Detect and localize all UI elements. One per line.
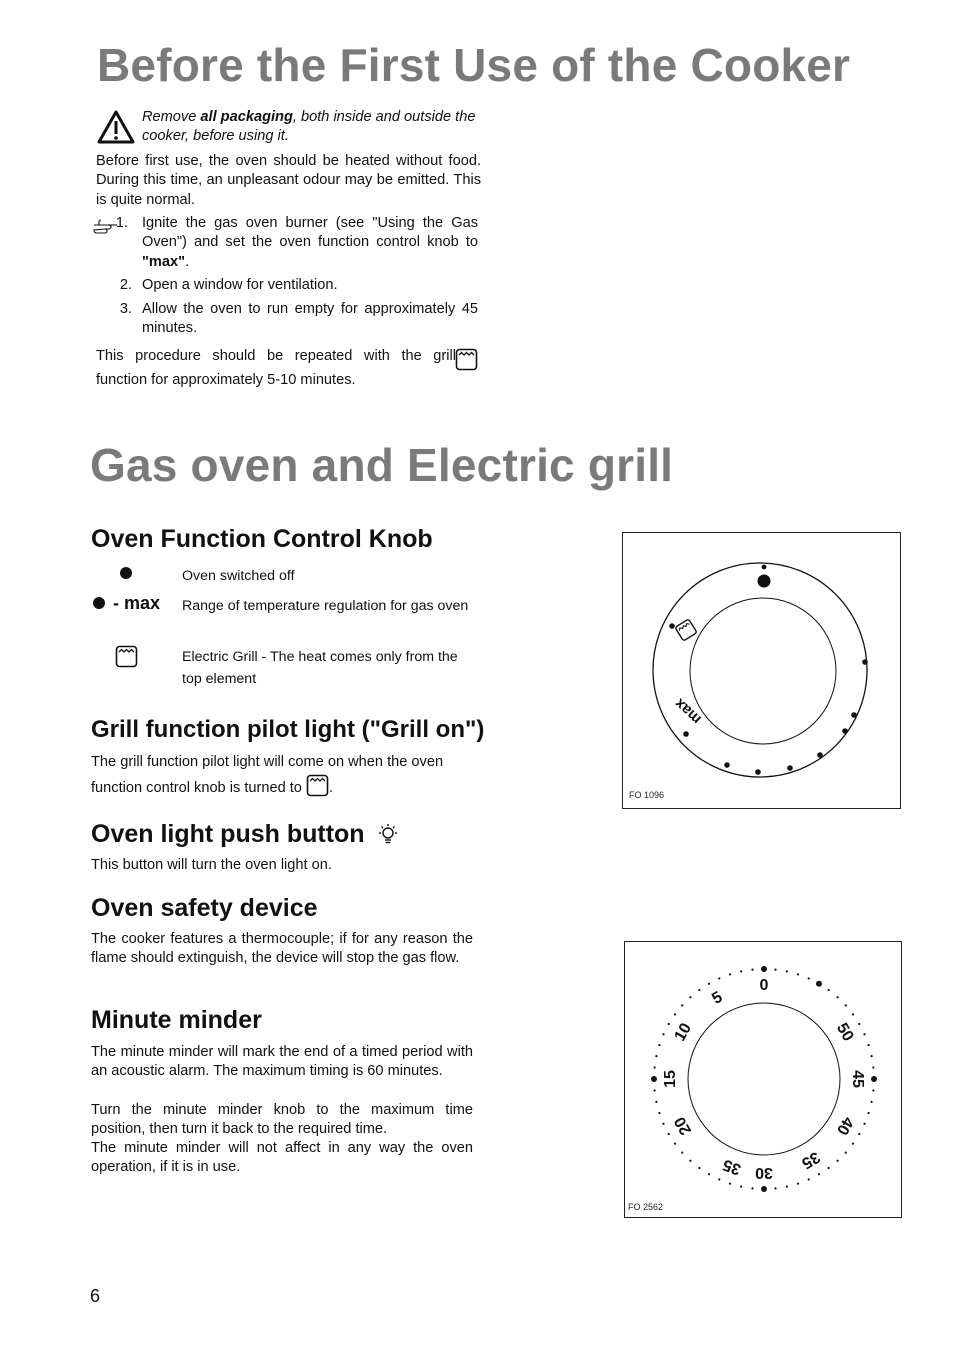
dial-tick <box>751 1187 753 1189</box>
dial-tick <box>868 1112 870 1114</box>
dial-tick <box>655 1055 657 1057</box>
dial-tick <box>808 1178 810 1180</box>
warning-triangle-icon <box>97 110 135 144</box>
page-title-gas-oven: Gas oven and Electric grill <box>90 439 674 491</box>
heading-pilot-light: Grill function pilot light ("Grill on") <box>91 716 485 743</box>
knob-row-grill: Electric Grill - The heat comes only from the top element <box>182 649 458 687</box>
knob-row-off: Oven switched off <box>182 568 295 584</box>
dial-tick <box>828 1167 830 1169</box>
dial-tick <box>774 1187 776 1189</box>
grill-icon <box>675 619 697 641</box>
grill-icon <box>306 774 329 797</box>
dial-tick <box>740 970 742 972</box>
repeat-paragraph-line2: function for approximately 5-10 minutes. <box>96 372 356 388</box>
dial-tick <box>658 1112 660 1114</box>
dial-tick <box>774 969 776 971</box>
grill-icon <box>115 645 138 668</box>
dial-tick <box>698 1167 700 1169</box>
dial-tick <box>658 1044 660 1046</box>
dial-tick <box>837 996 839 998</box>
dial-number: 10 <box>671 1020 696 1045</box>
grill-icon <box>455 348 478 371</box>
figure-oven-knob <box>622 532 901 809</box>
dial-tick <box>655 1101 657 1103</box>
heading-knob: Oven Function Control Knob <box>91 525 433 553</box>
dial-number: 0 <box>759 977 769 995</box>
minder-paragraph-3: The minute minder will not affect in any way the oven operation, if it is in use. <box>91 1140 473 1176</box>
dial-tick <box>729 973 731 975</box>
dial-tick <box>870 1101 872 1103</box>
dial-tick <box>689 996 691 998</box>
bulb-icon <box>377 823 399 847</box>
dial-tick <box>668 1023 670 1025</box>
dial-tick <box>872 1089 874 1091</box>
dial-major-dot <box>761 966 767 972</box>
dial-tick <box>662 1123 664 1125</box>
warning-text: Remove all packaging, both inside and outside the cooker, before using it. <box>142 109 476 145</box>
dial-tick <box>852 1143 854 1145</box>
dial-tick <box>718 1178 720 1180</box>
dial-number: 50 <box>832 1020 857 1045</box>
dial-tick <box>689 1160 691 1162</box>
dial-tick <box>786 1185 788 1187</box>
safety-text: The cooker features a thermocouple; if for any reason the flame should extinguish, the device will stop the gas flow. <box>91 931 473 967</box>
dial-tick <box>681 1152 683 1154</box>
dial-number: 15 <box>662 1070 680 1088</box>
dial-tick <box>654 1066 656 1068</box>
dial-tick <box>808 977 810 979</box>
dial-tick <box>698 989 700 991</box>
dial-number: 45 <box>848 1070 866 1088</box>
repeat-paragraph-line1: This procedure should be repeated with the grill <box>96 348 456 364</box>
dial-tick <box>797 1183 799 1185</box>
pilot-light-text: The grill function pilot light will come on when the oven function control knob is turned to . <box>91 754 444 796</box>
figure-minute-knob <box>624 941 902 1218</box>
dial-tick <box>858 1133 860 1135</box>
dial-tick <box>674 1143 676 1145</box>
dial-tick <box>751 969 753 971</box>
dial-tick <box>740 1185 742 1187</box>
dial-number: 30 <box>755 1163 773 1181</box>
heading-minute-minder: Minute minder <box>91 1006 262 1034</box>
minder-paragraph-1: The minute minder will mark the end of a timed period with an acoustic alarm. The maximum timing is 60 minutes. <box>91 1044 473 1080</box>
dial-tick <box>786 970 788 972</box>
dial-tick <box>668 1133 670 1135</box>
knob-row-max: Range of temperature regulation for gas oven <box>182 598 469 614</box>
dial-tick <box>828 989 830 991</box>
intro-paragraph: Before first use, the oven should be heated without food. During this time, an unpleasant odour may be emitted. This is quite normal. <box>96 153 481 208</box>
step-1: 1. Ignite the gas oven burner (see "Using the Gas Oven") and set the oven function control knob to "max". <box>115 215 478 270</box>
dial-tick <box>868 1044 870 1046</box>
dial-tick <box>863 1033 865 1035</box>
dial-number: 35 <box>720 1155 744 1178</box>
max-label: max <box>671 694 705 728</box>
heading-safety-device: Oven safety device <box>91 894 318 922</box>
dial-tick <box>863 1123 865 1125</box>
dial-major-dot <box>871 1076 877 1082</box>
minder-paragraph-2: Turn the minute minder knob to the maximum time position, then turn it back to the required time. <box>91 1102 473 1138</box>
oven-light-text: This button will turn the oven light on. <box>91 857 332 873</box>
dial-tick <box>845 1004 847 1006</box>
dial-number: 20 <box>671 1113 696 1138</box>
dial-tick <box>674 1013 676 1015</box>
off-dot-icon <box>120 567 132 579</box>
dial-tick <box>654 1089 656 1091</box>
dial-tick <box>837 1160 839 1162</box>
dial-major-dot <box>816 981 822 987</box>
dial-major-dot <box>761 1186 767 1192</box>
dial-tick <box>872 1066 874 1068</box>
dial-tick <box>845 1152 847 1154</box>
heading-oven-light: Oven light push button <box>91 820 365 848</box>
dial-number: 5 <box>709 988 726 1008</box>
dial-tick <box>681 1004 683 1006</box>
figure-label: FO 1096 <box>629 790 665 800</box>
dial-tick <box>729 1183 731 1185</box>
page-number: 6 <box>90 1286 101 1306</box>
max-symbol: - max <box>113 593 161 613</box>
dial-major-dot <box>651 1076 657 1082</box>
step-2: 2. Open a window for ventilation. <box>119 277 338 293</box>
page-title-first-use: Before the First Use of the Cooker <box>97 39 851 91</box>
minute-knob-diagram <box>625 942 901 1217</box>
max-dot-icon <box>93 597 105 609</box>
step-3: 3. Allow the oven to run empty for approximately 45 minutes. <box>119 301 478 337</box>
dial-tick <box>870 1055 872 1057</box>
figure-label: FO 2562 <box>628 1202 664 1212</box>
dial-tick <box>708 1173 710 1175</box>
dial-tick <box>797 973 799 975</box>
dial-tick <box>708 983 710 985</box>
oven-knob-diagram <box>623 533 900 808</box>
dial-tick <box>818 1173 820 1175</box>
dial-tick <box>858 1023 860 1025</box>
dial-tick <box>662 1033 664 1035</box>
dial-tick <box>718 977 720 979</box>
dial-tick <box>852 1013 854 1015</box>
dial-number: 40 <box>832 1113 857 1138</box>
dial-number: 35 <box>798 1147 823 1172</box>
